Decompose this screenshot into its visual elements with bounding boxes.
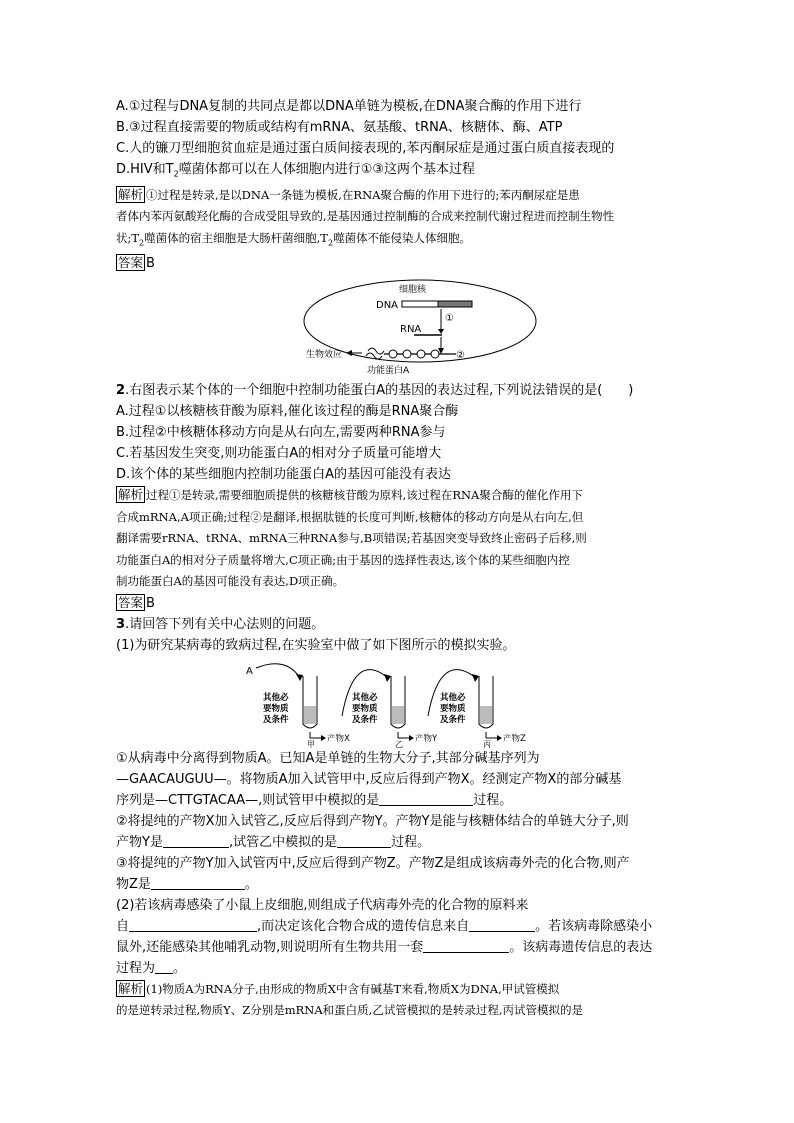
product-x-label: 产物X — [327, 733, 350, 744]
answer-blank[interactable] — [151, 875, 245, 890]
q2-option-a: A.过程①以核糖核苷酸为原料,催化该过程的酶是RNA聚合酶 — [116, 404, 459, 420]
ribosome-2 — [403, 350, 411, 358]
q3-part2-line-4: 过程为 。 — [116, 960, 187, 976]
reagent-text-2: 其他必 — [352, 692, 378, 703]
product-y-label: 产物Y — [415, 733, 438, 744]
gene-expression-figure — [116, 274, 696, 380]
q2-answer: 答案 B — [118, 594, 155, 611]
svg-text:及条件: 及条件 — [352, 714, 378, 725]
answer-blank[interactable] — [379, 791, 473, 806]
svg-text:及条件: 及条件 — [440, 714, 466, 725]
q3-stem: 3.请回答下列有关中心法则的问题。 — [116, 616, 325, 632]
answer-blank[interactable] — [163, 833, 229, 848]
tube-yi — [352, 676, 438, 748]
q1-answer: 答案 B — [118, 255, 155, 272]
answer-tag: 答案 — [118, 255, 144, 271]
q2-explanation-line-2: 合成mRNA,A项正确;过程②是翻译,根据肽链的长度可判断,核糖体的移动方向是从右向左,但 — [116, 509, 584, 524]
q3-part2-line-1: (2)若该病毒感染了小鼠上皮细胞,则组成子代病毒外壳的化合物的原料来 — [116, 897, 529, 913]
explanation-tag: 解析 — [118, 487, 144, 503]
tube-bing-label: 丙 — [483, 739, 491, 748]
q2-option-b: B.过程②中核糖体移动方向是从右向左,需要两种RNA参与 — [116, 425, 446, 441]
answer-tag: 答案 — [118, 594, 144, 610]
test-tube-figure — [116, 656, 696, 748]
svg-text:要物质: 要物质 — [352, 703, 378, 714]
answer-blank[interactable] — [423, 938, 509, 953]
gene-expression-diagram — [116, 274, 696, 380]
q1-explanation-line-1: 解析 ①过程是转录,是以DNA一条链为模板,在RNA聚合酶的作用下进行的;苯丙酮尿症是患 — [118, 186, 580, 202]
tube-bing — [440, 676, 526, 748]
page-content — [116, 96, 696, 1022]
ribosome-4 — [431, 350, 439, 358]
rna-label: RNA — [400, 324, 422, 336]
q3-part-1: (1)为研究某病毒的致病过程,在实验室中做了如下图所示的模拟实验。 — [116, 637, 516, 653]
tube-yi-label: 乙 — [395, 739, 403, 748]
svg-text:及条件: 及条件 — [263, 714, 289, 725]
svg-text:要物质: 要物质 — [440, 703, 466, 714]
test-tube-diagram — [116, 656, 696, 748]
q2-explanation-line-5: 制功能蛋白A的基因可能没有表达,D项正确。 — [116, 574, 345, 589]
q2-explanation-line-4: 功能蛋白A的相对分子质量将增大,C项正确;由于基因的选择性表达,该个体的某些细胞内控 — [116, 552, 570, 567]
q3-explanation-line-1: 解析 (1)物质A为RNA分子,由形成的物质X中含有碱基T来看,物质X为DNA,甲试管模拟 — [118, 980, 560, 996]
step-1-label: ① — [445, 313, 454, 325]
product-z-label: 产物Z — [503, 733, 526, 744]
q2-explanation-line-1: 解析 过程①是转录,需要细胞质提供的核糖核苷酸为原料,该过程在RNA聚合酶的催化作用下 — [118, 487, 583, 503]
tube-jia-label: 甲 — [307, 739, 315, 748]
reagent-text-3: 其他必 — [440, 692, 466, 703]
q2-stem: 2.右图表示某个体的一个细胞中控制功能蛋白A的基因的表达过程,下列说法错误的是( ) — [116, 383, 634, 399]
q3-sub3-line-2: 物Z是 。 — [116, 876, 258, 892]
reagent-text-1: 其他必 — [263, 692, 289, 703]
explanation-tag: 解析 — [118, 186, 144, 202]
gene-segment — [438, 301, 472, 307]
answer-blank[interactable] — [337, 833, 391, 848]
q1-explanation-line-2: 者体内苯丙氨酸羟化酶的合成受阻导致的,是基因通过控制酶的合成来控制代谢过程进而控制生物性 — [116, 209, 615, 224]
q3-sub1-line-1: ①从病毒中分离得到物质A。已知A是单链的生物大分子,其部分碱基序列为 — [116, 750, 540, 766]
q3-part2-line-2: 自 ,而决定该化合物合成的遗传信息来自 。若该病毒除感染小 — [116, 918, 653, 934]
q3-sub3-line-1: ③将提纯的产物Y加入试管丙中,反应后得到产物Z。产物Z是组成该病毒外壳的化合物,则产 — [116, 855, 630, 871]
q2-option-c: C.若基因发生突变,则功能蛋白A的相对分子质量可能增大 — [116, 446, 442, 462]
q3-part2-line-3: 鼠外,还能感染其他哺乳动物,则说明所有生物共用一套 。该病毒遗传信息的表达 — [116, 939, 653, 955]
tube-jia — [263, 676, 350, 748]
q2-option-d: D.该个体的某些细胞内控制功能蛋白A的基因可能没有表达 — [116, 467, 452, 483]
q2-explanation-line-3: 翻译需要rRNA、tRNA、mRNA三种RNA参与,B项错误;若基因突变导致终止密码子后移,则 — [116, 531, 587, 546]
step-2-label: ② — [456, 350, 465, 362]
q3-sub1-line-3: 序列是—CTTGTACAA—,则试管甲中模拟的是 过程。 — [116, 792, 513, 808]
ribosome-3 — [417, 350, 425, 358]
q1-option-c: C.人的镰刀型细胞贫血症是通过蛋白质间接表现的,苯丙酮尿症是通过蛋白质直接表现的 — [116, 141, 615, 156]
q3-sub1-line-2: —GAACAUGUU—。将物质A加入试管甲中,反应后得到产物X。经测定产物X的部分碱基 — [116, 771, 622, 787]
q1-option-b: B.③过程直接需要的物质或结构有mRNA、氨基酸、tRNA、核糖体、酶、ATP — [116, 120, 563, 135]
ribosome-1 — [389, 350, 397, 358]
answer-blank[interactable] — [469, 917, 535, 932]
svg-text:要物质: 要物质 — [263, 703, 289, 714]
answer-blank[interactable] — [155, 959, 173, 974]
q1-option-a: A.①过程与DNA复制的共同点是都以DNA单链为模板,在DNA聚合酶的作用下进行 — [116, 99, 582, 114]
q1-explanation-line-3: 状$;T_2$噬菌体的宿主细胞是大肠杆菌细胞$,T_2$噬菌体不能侵染人体细胞。 — [116, 230, 472, 247]
dna-label: DNA — [376, 300, 399, 312]
explanation-tag: 解析 — [118, 980, 144, 996]
q3-explanation-line-2: 的是逆转录过程,物质Y、Z分别是mRNA和蛋白质,乙试管模拟的是转录过程,丙试管模拟的是 — [116, 1003, 583, 1018]
q3-sub2-line-1: ②将提纯的产物X加入试管乙,反应后得到产物Y。产物Y是能与核糖体结合的单链大分子,则 — [116, 813, 629, 829]
answer-blank[interactable] — [129, 917, 257, 932]
nucleus-label: 细胞核 — [399, 285, 427, 296]
effect-label: 生物效应 — [306, 350, 343, 361]
q3-sub2-line-2: 产物Y是 ,试管乙中模拟的是 过程。 — [116, 834, 431, 850]
substance-a-label: A — [246, 665, 253, 677]
protein-shape — [366, 348, 384, 359]
q1-option-d: D.HIV和$T_2$噬菌体都可以在人体细胞内进行①③这两个基本过程 — [116, 162, 475, 179]
protein-a-label: 功能蛋白A — [367, 366, 410, 377]
